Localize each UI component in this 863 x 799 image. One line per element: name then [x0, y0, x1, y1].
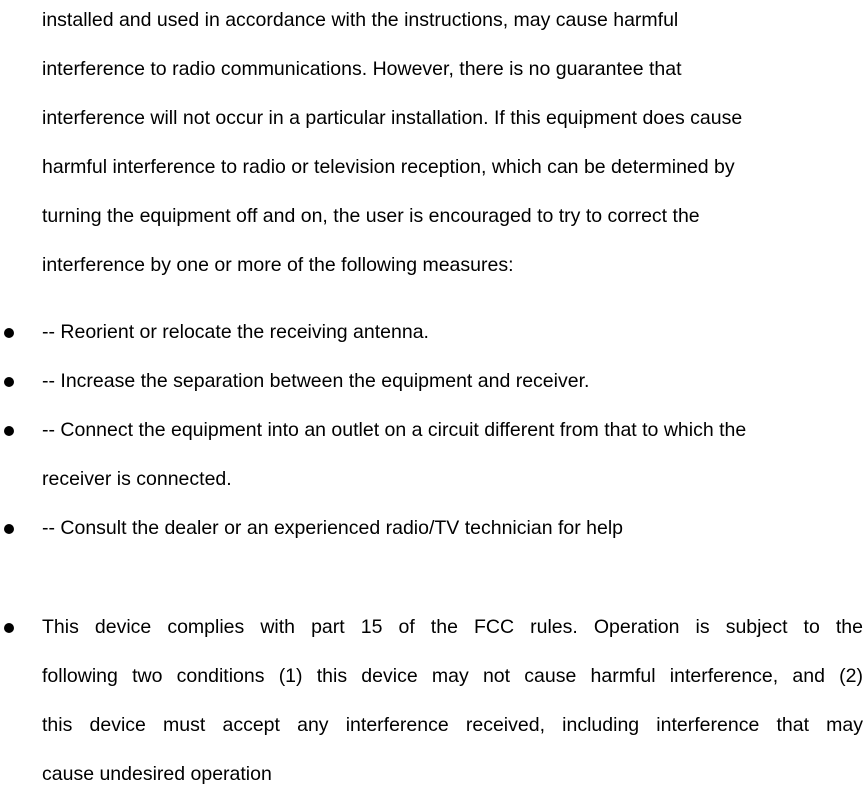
compliance-line: following two conditions (1) this device may not cause harmful interference, and (2): [42, 665, 863, 687]
bullet-icon: [4, 524, 14, 534]
compliance-line: this device must accept any interference received, including interference that may: [42, 714, 863, 736]
measure-text: [42, 357, 863, 406]
intro-paragraph: [42, 0, 863, 290]
intro-line: harmful interference to radio or television reception, which can be determined by: [42, 156, 735, 178]
intro-line: interference will not occur in a particular installation. If this equipment does cause: [42, 107, 743, 129]
bullet-icon: [4, 623, 14, 633]
measure-text: [42, 504, 863, 553]
measure-line: -- Reorient or relocate the receiving antenna.: [42, 321, 429, 343]
measure-line: -- Consult the dealer or an experienced radio/TV technician for help: [42, 517, 623, 539]
bullet-icon: [4, 426, 14, 436]
measure-text: [42, 406, 863, 504]
intro-line: interference to radio communications. However, there is no guarantee that: [42, 58, 682, 80]
bullet-icon: [4, 377, 14, 387]
intro-line: interference by one or more of the following measures:: [42, 254, 514, 276]
bullet-icon: [4, 328, 14, 338]
measure-line: receiver is connected.: [42, 468, 232, 490]
compliance-line: cause undesired operation: [42, 763, 272, 785]
intro-line: installed and used in accordance with the instructions, may cause harmful: [42, 9, 679, 31]
measure-line: -- Connect the equipment into an outlet on a circuit different from that to which the: [42, 419, 747, 441]
measure-text: [42, 308, 863, 357]
measure-line: -- Increase the separation between the equipment and receiver.: [42, 370, 590, 392]
compliance-text: [42, 603, 863, 799]
intro-line: turning the equipment off and on, the user is encouraged to try to correct the: [42, 205, 700, 227]
compliance-line: This device complies with part 15 of the FCC rules. Operation is subject to the: [42, 616, 863, 638]
